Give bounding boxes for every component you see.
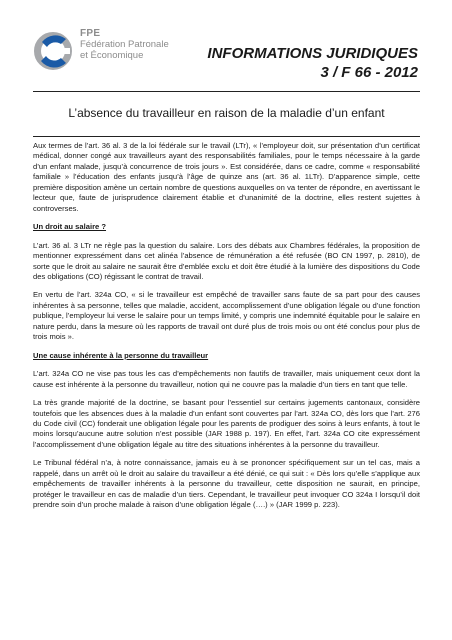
intro-paragraph: Aux termes de l’art. 36 al. 3 de la loi fédérale sur le travail (LTr), « l’employeur doit, sur présentation d’un certificat médical, donner congé aux travailleurs ayant des responsabilités familiales, pour le temps nécessaire à la garde d’un enfant malade, jusqu’à concurrence de trois jours ». Est considérée, dans ce cadre, comme « responsabilité familiale » l’éducation des enfants jusqu’à l’âge de quinze ans (art. 36 al. 1LTr). D’apparence simple, cette première disposition amène un certain nombre de questions auxquelles on va tenter de répondre, en avertissant le lecteur que, faute de jurisprudence clairement établie et d’unanimité de la doctrine, elles restent sujettes à controverses.	[33, 141, 420, 213]
title-divider	[33, 136, 420, 137]
fpe-logo-icon	[32, 30, 74, 72]
document-body	[33, 141, 420, 519]
header-line-2: 3 / F 66 - 2012	[320, 64, 418, 81]
page-title: L’absence du travailleur en raison de la maladie d’un enfant	[68, 106, 385, 120]
paragraph: Le Tribunal fédéral n’a, à notre connaissance, jamais eu à se prononcer spécifiquement sur un tel cas, mais a rappelé, dans un arrêt où le droit au salaire du travailleur a été dénié, ce qui suit : « Dès lors qu’elle s’applique aux empêchements de travailler inhérents à la personne du travailleur, cette disposition ne saurait, en principe, protéger le travailleur en cas de maladie d’un tiers. Cependant, le travailleur peut invoquer CO 324a I lorsqu’il doit prendre soin d’un proche malade à raison d’une obligation légale (….) » (JAR 1999 p. 223).	[33, 458, 420, 510]
logo-line-2: et Économique	[80, 50, 144, 61]
header-divider	[33, 91, 420, 92]
paragraph: L’art. 324a CO ne vise pas tous les cas d’empêchements non fautifs de travailler, mais uniquement ceux dont la cause est inhérente à la personne du travailleur, notion qui ne couvre pas la maladie d’un tiers en tant que telle.	[33, 369, 420, 389]
paragraph: En vertu de l’art. 324a CO, « si le travailleur est empêché de travailler sans faute de sa part pour des causes inhérentes à sa personne, telles que maladie, accident, accomplissement d’une obligation légale ou d’une fonction publique, l’employeur lui verse le salaire pour un temps limité, y compris une indemnité équitable pour le salaire en nature perdu, dans la mesure où les rapports de travail ont duré plus de trois mois ou ont été conclus pour plus de trois mois ».	[33, 290, 420, 342]
fpe-logo	[32, 28, 172, 74]
paragraph: La très grande majorité de la doctrine, se basant pour l’essentiel sur certains jugements cantonaux, considère toutefois que les absences dues à la maladie d’un enfant sont couvertes par l’art. 324a CO, dès lors que l’art. 276 du Code civil (CC) fonderait une obligation légale pour les parents de prodiguer des soins à leurs enfants, à tout le moins lorsqu’aucune autre solution n’est possible (JAR 1988 p. 197). En effet, l’art. 324a CO cite expressément l’accomplissement d’une obligation légale au titre des situations inhérentes à la personne du travailleur.	[33, 398, 420, 449]
section-heading-salary: Un droit au salaire ?	[33, 222, 107, 232]
section-heading-inherent-cause: Une cause inhérente à la personne du travailleur	[33, 350, 209, 360]
logo-line-1: Fédération Patronale	[80, 39, 169, 50]
logo-abbr: FPE	[80, 28, 101, 39]
paragraph: L’art. 36 al. 3 LTr ne règle pas la question du salaire. Lors des débats aux Chambres fédérales, la proposition de mentionner expressément dans cet alinéa l’absence de rémunération a été refusée (BO CN 1997, p. 2810), de sorte que le droit au salaire ne saurait être d’emblée exclu et doit être étudié à la lumière des dispositions du Code des obligations (CO) régissant le contrat de travail.	[33, 240, 420, 281]
document-header	[207, 44, 418, 82]
header-line-1: INFORMATIONS JURIDIQUES	[207, 45, 418, 62]
logo-text	[80, 28, 169, 61]
